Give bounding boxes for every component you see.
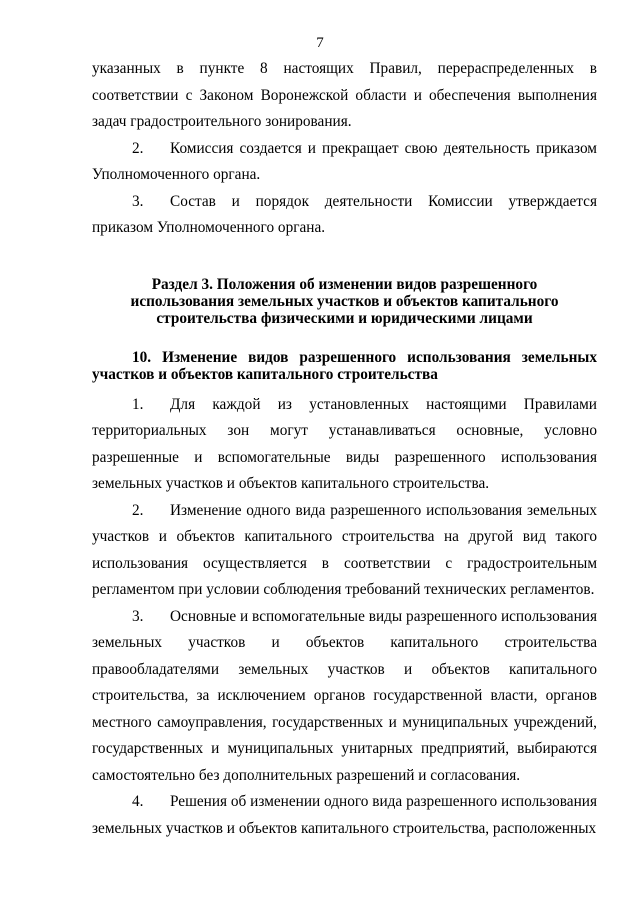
document-body [92, 56, 597, 842]
item-number: 2. [132, 501, 144, 519]
article-item-3 [92, 604, 597, 790]
intro-paragraph: указанных в пункте 8 настоящих Правил, перераспределенных в соответствии с Законом Воронежской области и обеспечения выполнения задач градостроительного зонирования. [92, 60, 597, 130]
item-number: 3. [132, 192, 144, 210]
item-number: 1. [132, 395, 144, 413]
item-text: Решения об изменении одного вида разрешенного использования земельных участков и объектов капитального строительства, расположенных [92, 793, 597, 837]
article-heading: 10. Изменение видов разрешенного использования земельных участков и объектов капитального строительства [92, 348, 597, 383]
section-heading-line: строительства физическими и юридическими лицами [156, 309, 533, 327]
item-number: 2. [132, 139, 144, 157]
item-text: Изменение одного вида разрешенного использования земельных участков и объектов капитального строительства на другой вид такого использования осуществляется в соответствии с градостроительным регламентом при условии соблюдения требований технических регламентов. [92, 501, 597, 598]
section-heading-line: Раздел 3. Положения об изменении видов разрешенного [151, 275, 538, 293]
article-item-1 [92, 392, 597, 498]
section-heading-line: использования земельных участков и объектов капитального [130, 292, 559, 310]
item-number: 4. [132, 793, 144, 810]
commission-item-2 [92, 136, 597, 189]
item-text: Комиссия создается и прекращает свою деятельность приказом Уполномоченного органа. [92, 139, 597, 183]
article-item-2 [92, 498, 597, 604]
article-item-4 [92, 789, 597, 842]
page-number: 7 [316, 35, 324, 51]
section-heading [92, 276, 597, 327]
commission-item-3 [92, 189, 597, 242]
item-text: Основные и вспомогательные виды разрешенного использования земельных участков и объектов капитального строительства правообладателями земельных участков и объектов капитального строительства, за исключением органов государственной власти, органов местного самоуправления, государственных и муниципальных учреждений, государственных и муниципальных унитарных предприятий, выбираются самостоятельно без дополнительных разрешений и согласования. [92, 607, 597, 784]
item-text: Состав и порядок деятельности Комиссии утверждается приказом Уполномоченного органа. [92, 192, 597, 236]
item-text: Для каждой из установленных настоящими Правилами территориальных зон могут устанавливаться основные, условно разрешенные и вспомогательные виды разрешенного использования земельных участков и объектов капитального строительства. [92, 395, 597, 492]
item-number: 3. [132, 607, 144, 625]
